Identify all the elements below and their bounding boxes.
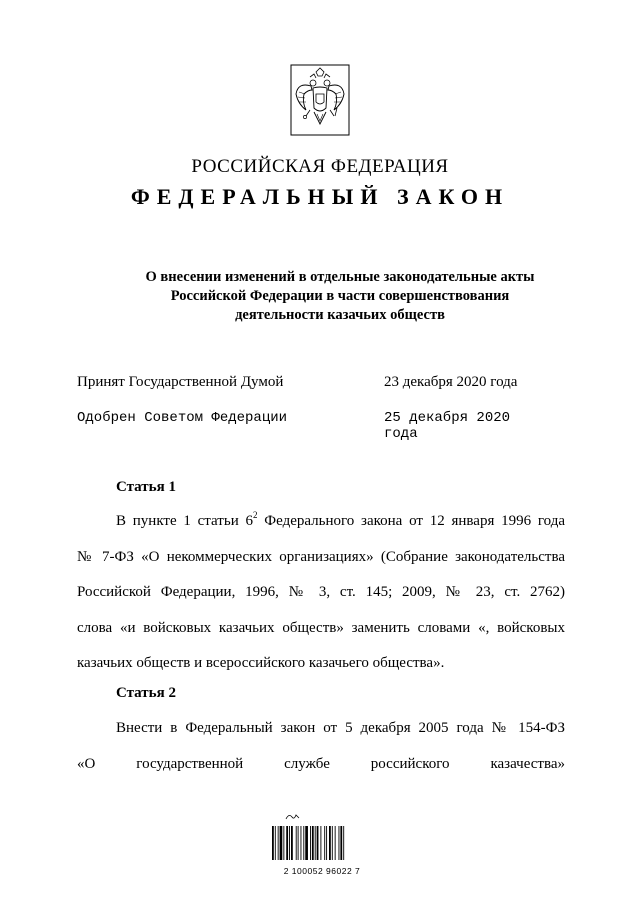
adoption-date: 23 декабря 2020 года (384, 374, 518, 390)
adoption-label: Одобрен Советом Федерации (77, 410, 288, 426)
barcode-bar (303, 826, 304, 860)
barcode-bar (326, 826, 327, 860)
adoption-row-duma (77, 374, 547, 396)
barcode-bar (312, 826, 314, 860)
barcode-bar (340, 826, 342, 860)
text-fragment: Федерального закона от 12 января 1996 года (257, 513, 565, 529)
barcode-bar (272, 826, 274, 860)
law-title-line: О внесении изменений в отдельные законодательные акты (145, 269, 535, 285)
barcode-bar (310, 826, 311, 860)
barcode-block (270, 808, 374, 876)
barcode-bar (305, 826, 308, 860)
article-1-text (77, 504, 565, 682)
barcode-bar (343, 826, 344, 860)
adoption-label: Принят Государственной Думой (77, 374, 284, 390)
barcode-number: 2 100052 96022 7 (283, 866, 361, 876)
barcode-bar (339, 826, 340, 860)
barcode-bar (324, 826, 325, 860)
barcode-bar (278, 826, 279, 860)
paragraph-line: Внести в Федеральный закон от 5 декабря 2005 года № 154-ФЗ (116, 720, 565, 736)
law-title (120, 268, 560, 325)
barcode-icon (270, 826, 374, 860)
paragraph-line (77, 504, 565, 540)
article-heading: Статья 2 (116, 685, 176, 701)
barcode-bar (275, 826, 276, 860)
paragraph-line: казачьих обществ и всероссийского казачьего общества». (77, 655, 445, 671)
paragraph-line: «О государственной службе российского казачества» (77, 755, 565, 772)
barcode-bar (298, 826, 299, 860)
paragraph-line: № 7-ФЗ «О некоммерческих организациях» (Собрание законодательства (77, 548, 565, 565)
signature-mark-icon (270, 811, 374, 821)
article-2-text (77, 711, 565, 782)
barcode-bar (317, 826, 319, 860)
law-title-line: деятельности казачьих обществ (235, 307, 445, 323)
barcode-bar (332, 826, 333, 860)
barcode-bar (291, 826, 293, 860)
paragraph-line: Российской Федерации, 1996, № 3, ст. 145; 2009, № 23, ст. 2762) (77, 584, 565, 600)
barcode-bar (301, 826, 302, 860)
paragraph-line: слова «и войсковых казачьих обществ» заменить словами «, войсковых (77, 619, 565, 636)
barcode-bar (320, 826, 321, 860)
barcode-bar (283, 826, 284, 860)
barcode-bar (280, 826, 283, 860)
barcode-bar (335, 826, 336, 860)
superscript: 2 (253, 510, 258, 520)
text-fragment: В пункте 1 статьи 6 (116, 513, 253, 529)
coat-of-arms-icon (290, 64, 350, 136)
barcode-bar (296, 826, 297, 860)
law-title-line: Российской Федерации в части совершенствования (170, 288, 510, 304)
law-type: ФЕДЕРАЛЬНЫЙ ЗАКОН (130, 184, 510, 209)
adoption-date: 25 декабря 2020 года (384, 410, 511, 442)
article-heading: Статья 1 (116, 479, 176, 495)
barcode-bar (329, 826, 331, 860)
adoption-row-council (77, 410, 547, 442)
country-name: РОССИЙСКАЯ ФЕДЕРАЦИЯ (191, 156, 449, 177)
barcode-bar (286, 826, 288, 860)
barcode-bar (289, 826, 290, 860)
barcode-bar (315, 826, 316, 860)
